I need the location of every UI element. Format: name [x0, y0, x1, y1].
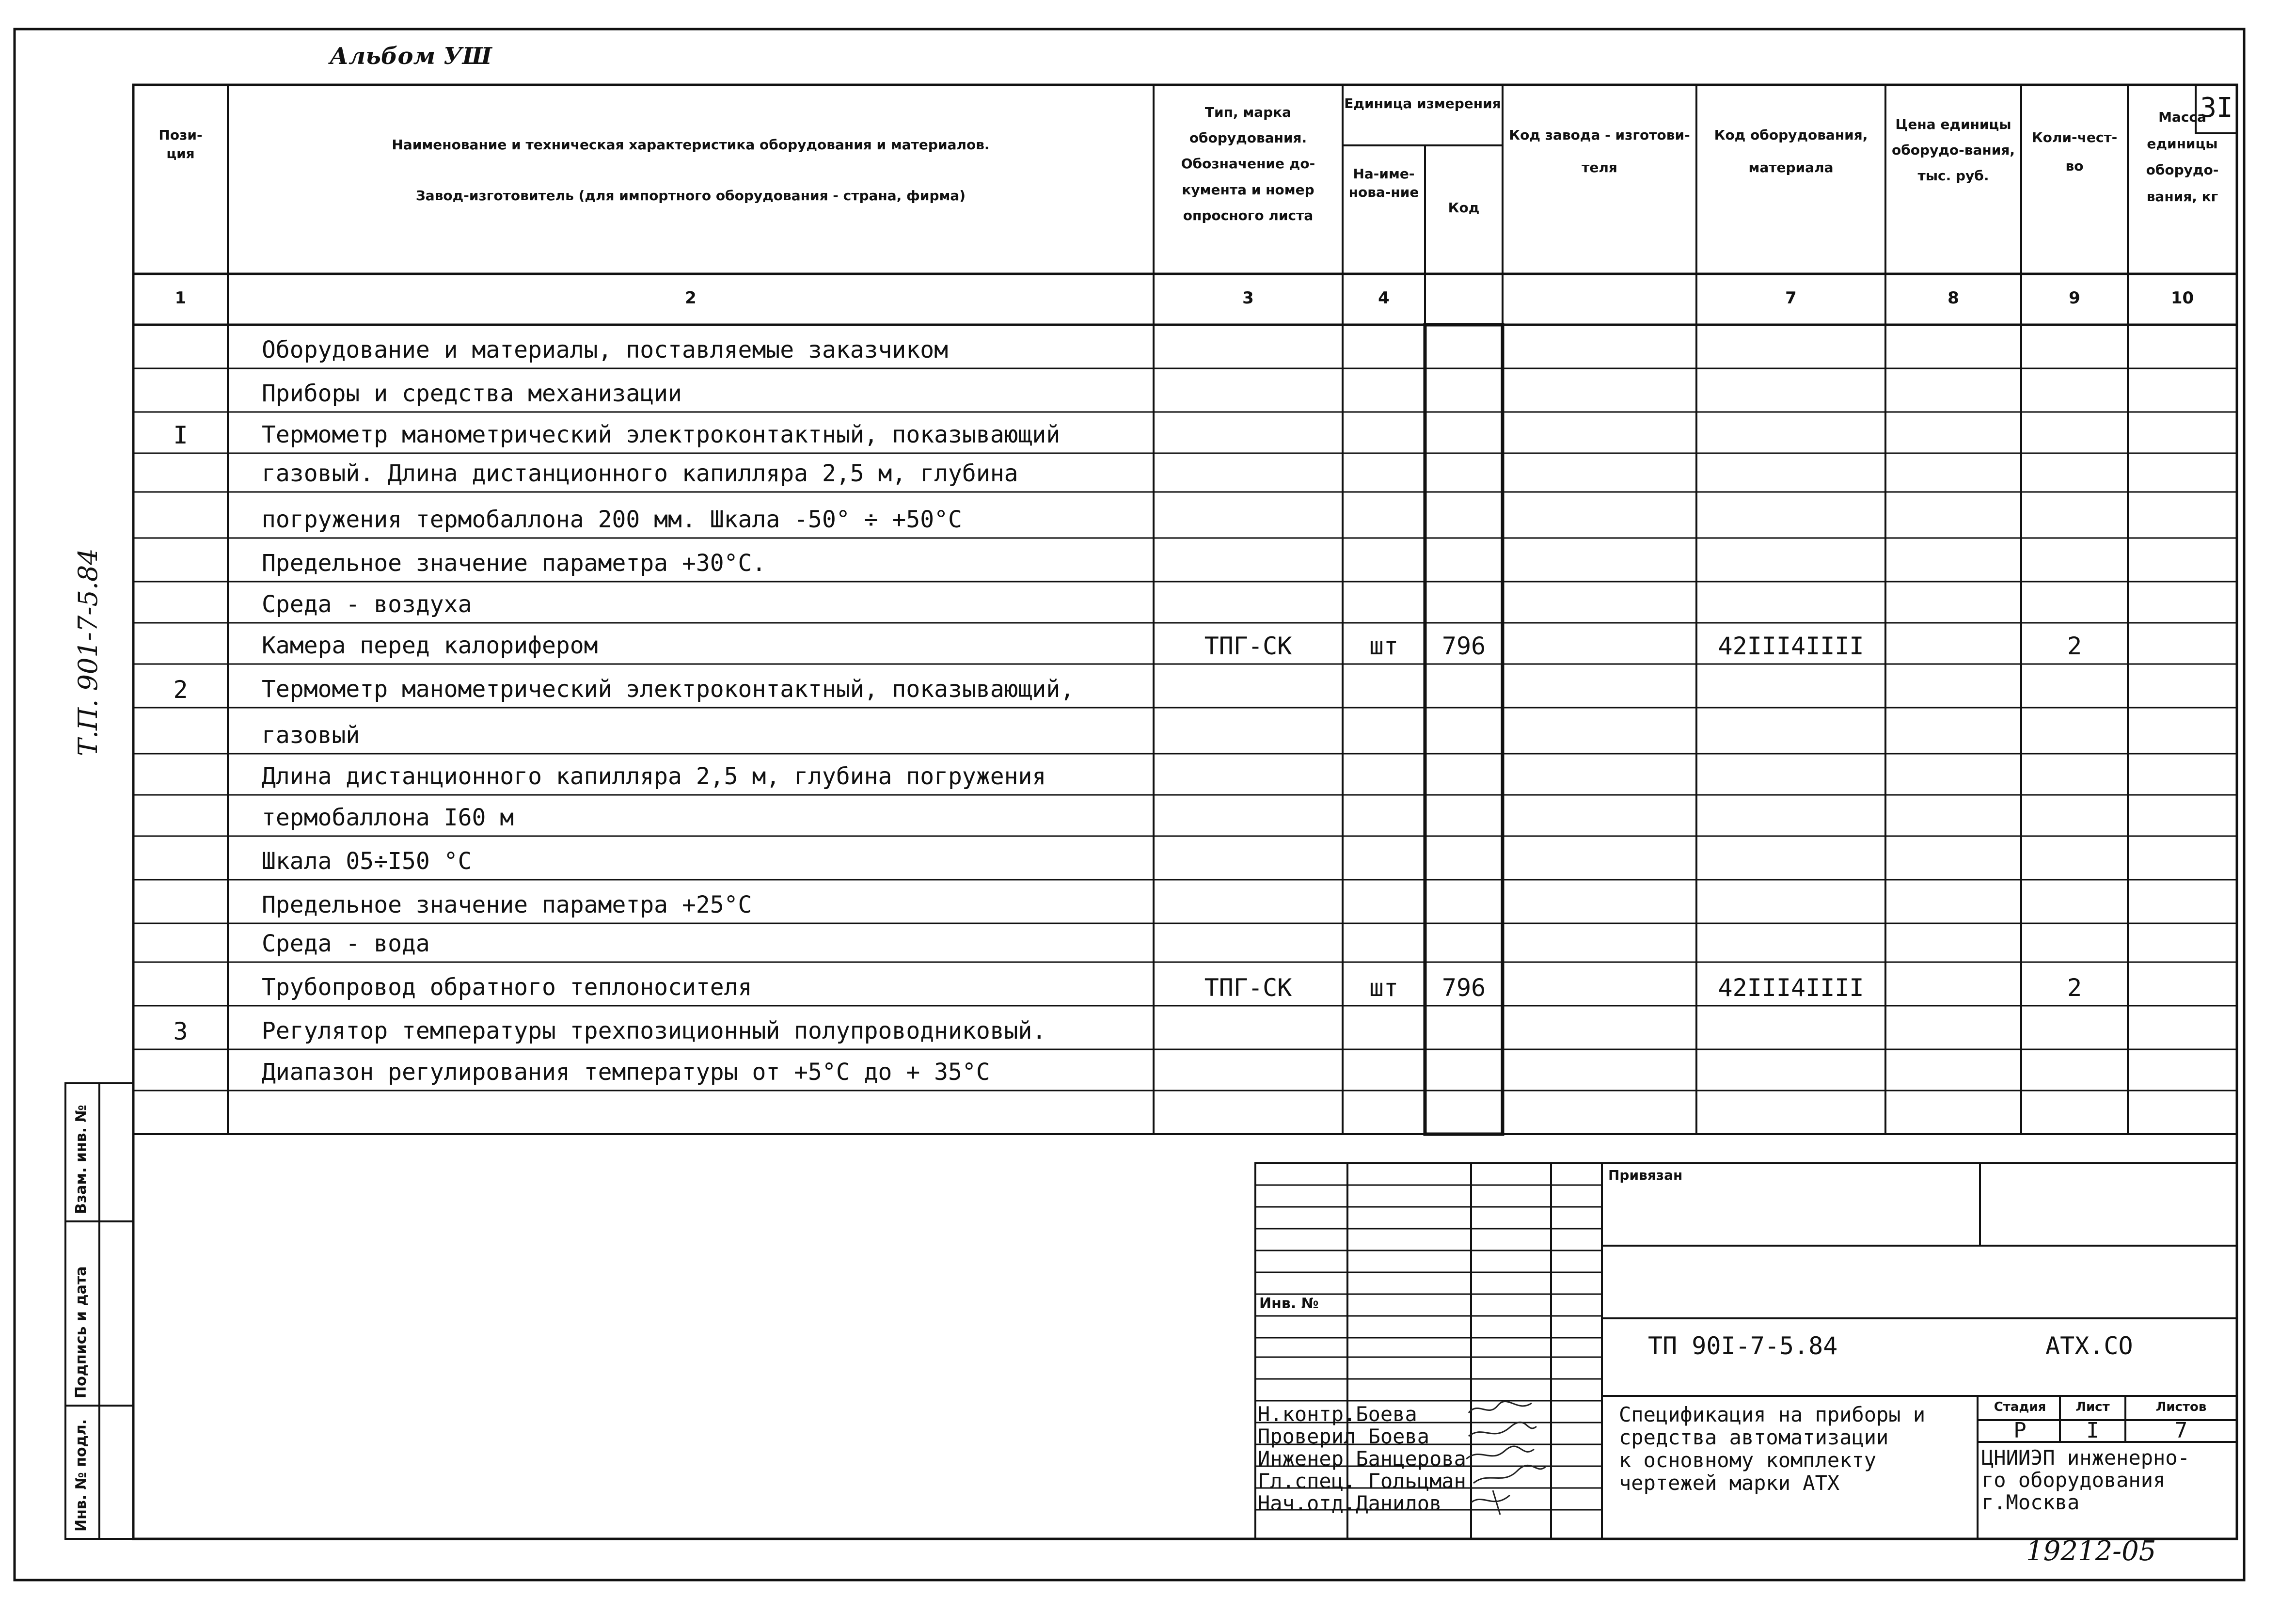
cell-type: ТПГ-СК: [1204, 632, 1292, 660]
header-unit-name: На-име-нова-ние: [1348, 166, 1419, 200]
cell-text: погружения термобаллона 200 мм. Шкала -50° ÷ +50°С: [262, 506, 962, 533]
tb-staff-row: [1258, 1403, 1466, 1425]
cell-text: Оборудование и материалы, поставляемые заказчиком: [262, 336, 949, 364]
col-num-8: 8: [1948, 288, 1959, 308]
tb-stage-label: Стадия: [1994, 1400, 2046, 1414]
header-mass: Масса единицы оборудо-вания, кг: [2146, 109, 2219, 205]
staff-name: Банцерова: [1356, 1447, 1466, 1471]
cell-text: Термометр манометрический электроконтактный, показывающий: [262, 421, 1061, 448]
col-num-7: 7: [1785, 288, 1797, 308]
tb-title: [1619, 1403, 1925, 1494]
cell-text: Среда - вода: [262, 930, 430, 957]
tb-sheets: 7: [2174, 1418, 2188, 1443]
col-num-10: 10: [2170, 288, 2194, 308]
header-equipment-code: Код оборудования, материала: [1714, 127, 1868, 176]
cell-text: Предельное значение параметра +30°С.: [262, 550, 766, 577]
col-num-9: 9: [2069, 288, 2080, 308]
tb-org-line: г.Москва: [1981, 1490, 2080, 1514]
margin-inv-podl: Инв. № подл.: [73, 1419, 90, 1532]
staff-role: Гл.спец.: [1258, 1469, 1356, 1493]
cell-text: Приборы и средства механизации: [262, 380, 682, 407]
cell-unit: шт: [1369, 632, 1399, 660]
cell-text: Длина дистанционного капилляра 2,5 м, глубина погружения: [262, 763, 1046, 790]
tb-privyazan: Привязан: [1608, 1167, 1683, 1183]
cell-text: Шкала 05÷I50 °С: [262, 848, 472, 875]
cell-ucode: 796: [1441, 632, 1486, 660]
tb-title-line: чертежей марки АТХ: [1619, 1471, 1840, 1495]
sheet-number: 3I: [2200, 92, 2233, 124]
cell-text: Регулятор температуры трехпозиционный полупроводниковый.: [262, 1017, 1046, 1044]
tb-sheets-label: Листов: [2155, 1400, 2207, 1414]
staff-role: Н.контр.: [1258, 1402, 1356, 1426]
header-type: Тип, марка оборудования. Обозначение до-кумента и номер опросного листа: [1181, 104, 1315, 223]
col-num-3: 3: [1242, 288, 1254, 308]
cell-qty: 2: [2067, 974, 2082, 1002]
tb-staff-row: [1258, 1425, 1466, 1448]
header-quantity: Коли-чест-во: [2031, 129, 2118, 174]
cell-ucode: 796: [1441, 974, 1486, 1002]
signatures: [1464, 1398, 1556, 1519]
cell-unit: шт: [1369, 974, 1399, 1002]
header-unit-group: Единица измерения: [1344, 95, 1501, 111]
staff-name: Боева: [1368, 1424, 1430, 1448]
cell-text: Диапазон регулирования температуры от +5°С до + 35°С: [262, 1059, 990, 1086]
margin-project-code: Т.П. 901-7-5.84: [73, 548, 103, 756]
header-unit-code: Код: [1448, 200, 1480, 216]
tb-inv-no: Инв. №: [1259, 1295, 1319, 1312]
cell-text: Трубопровод обратного теплоносителя: [262, 974, 752, 1001]
tb-staff-row: [1258, 1448, 1466, 1470]
header-position: Пози- ция: [158, 127, 203, 161]
cell-text: Термометр манометрический электроконтактный, показывающий,: [262, 676, 1075, 703]
header-plant-code: Код завода - изготови-теля: [1509, 127, 1690, 176]
tb-staff-row: [1258, 1492, 1466, 1515]
cell-type: ТПГ-СК: [1204, 974, 1292, 1002]
tb-title-line: средства автоматизации: [1619, 1425, 1889, 1449]
tb-doc-code: АТХ.СО: [2045, 1332, 2133, 1360]
cell-pos: I: [173, 421, 188, 449]
cell-qty: 2: [2067, 632, 2082, 660]
header-price: Цена единицы оборудо-вания, тыс. руб.: [1892, 116, 2015, 184]
album-label: Альбом УШ: [330, 43, 492, 70]
col-num-4: 4: [1378, 288, 1390, 308]
cell-text: газовый. Длина дистанционного капилляра 2,5 м, глубина: [262, 460, 1018, 487]
staff-role: Нач.отд.: [1258, 1491, 1356, 1515]
staff-role: Инженер: [1258, 1447, 1344, 1471]
cell-text: газовый: [262, 722, 360, 749]
tb-title-line: к основному комплекту: [1619, 1448, 1877, 1472]
cell-text: Предельное значение параметра +25°С: [262, 891, 752, 918]
col-num-1: 1: [174, 288, 187, 308]
cell-text: Среда - воздуха: [262, 591, 472, 618]
cell-text: Камера перед калорифером: [262, 632, 598, 659]
tb-staff: [1258, 1403, 1466, 1515]
col-num-2: 2: [685, 288, 697, 308]
header-name-line1: Наименование и техническая характеристика оборудования и материалов.: [392, 137, 990, 153]
tb-sheet-label: Лист: [2075, 1400, 2110, 1414]
cell-pos: 2: [173, 676, 188, 704]
header-name-line2: Завод-изготовитель (для импортного оборудования - страна, фирма): [415, 188, 966, 204]
tb-project-code: ТП 90I-7-5.84: [1648, 1332, 1838, 1360]
cell-pos: 3: [173, 1017, 188, 1045]
staff-role: Проверил: [1258, 1424, 1356, 1448]
tb-organization: [1981, 1447, 2190, 1514]
cell-text: термобаллона I60 м: [262, 804, 514, 831]
footer-number: 19212-05: [2026, 1535, 2156, 1567]
tb-title-line: Спецификация на приборы и: [1619, 1403, 1926, 1426]
staff-name: Боева: [1356, 1402, 1417, 1426]
tb-stage: Р: [2013, 1418, 2027, 1443]
tb-org-line: го оборудования: [1981, 1468, 2166, 1492]
margin-vzam: Взам. инв. №: [73, 1105, 90, 1214]
staff-name: Гольцман: [1368, 1469, 1466, 1493]
tb-org-line: ЦНИИЭП инженерно-: [1981, 1446, 2190, 1470]
staff-name: Данилов: [1356, 1491, 1442, 1515]
tb-sheet: I: [2086, 1418, 2099, 1443]
cell-ecode: 42III4IIII: [1718, 632, 1864, 660]
margin-podpis: Подпись и дата: [73, 1266, 90, 1398]
tb-staff-row: [1258, 1470, 1466, 1492]
cell-ecode: 42III4IIII: [1718, 974, 1864, 1002]
